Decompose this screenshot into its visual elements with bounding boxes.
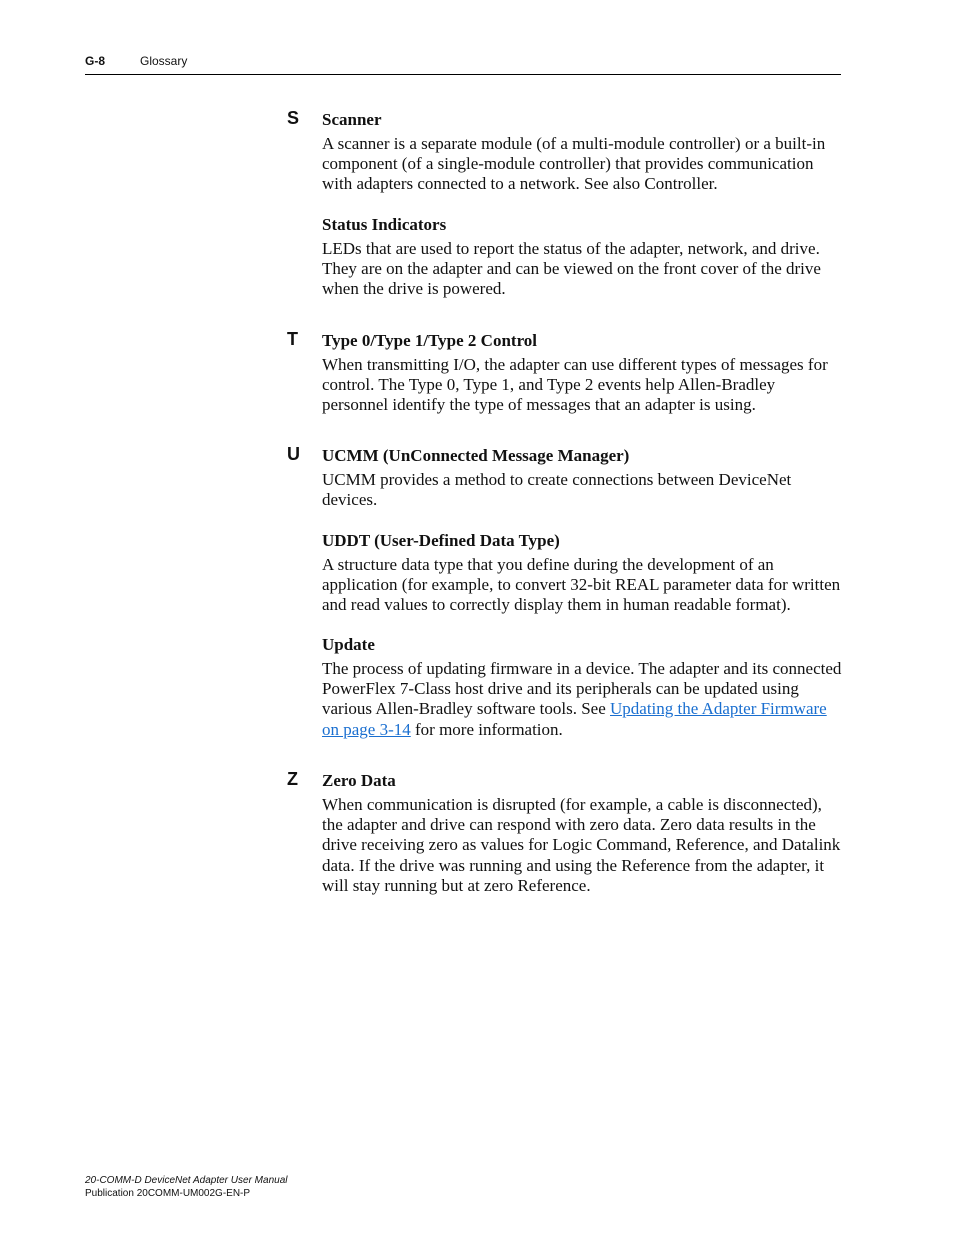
updating-adapter-firmware-link[interactable]: Updating the Adapter Firmware on page 3-14 — [322, 699, 827, 739]
definition-zero-data: When communication is disrupted (for example, a cable is disconnected), the adapter and drive can respond with zero data. Zero data results in the drive receiving zero as values for Logic Command, Reference, and Datalink data. If the drive was running and using the Reference from the adapter, it will stay running but at zero Reference. — [322, 795, 841, 895]
section-letter-t: T — [287, 329, 298, 349]
glossary-entry-scanner — [322, 110, 842, 195]
term-update: Update — [322, 635, 375, 654]
term-scanner: Scanner — [322, 110, 382, 129]
glossary-entry-update — [322, 635, 842, 740]
section-title: Glossary — [140, 54, 188, 68]
footer-manual-title: 20-COMM-D DeviceNet Adapter User Manual — [85, 1175, 288, 1186]
term-uddt: UDDT (User-Defined Data Type) — [322, 531, 560, 550]
section-letter-z: Z — [287, 769, 298, 789]
definition-ucmm: UCMM provides a method to create connections between DeviceNet devices. — [322, 470, 792, 510]
term-status-indicators: Status Indicators — [322, 215, 447, 234]
footer-publication: Publication 20COMM-UM002G-EN-P — [85, 1188, 251, 1199]
glossary-entry-zero-data — [322, 771, 842, 896]
term-type-control: Type 0/Type 1/Type 2 Control — [322, 331, 538, 350]
definition-uddt: A structure data type that you define during the development of an application (for example, to convert 32-bit REAL parameter data for written and read values to correctly display them in human readable format). — [322, 555, 841, 615]
definition-update-text-after: for more information. — [410, 719, 563, 739]
glossary-entry-status-indicators — [322, 215, 842, 300]
definition-scanner: A scanner is a separate module (of a multi-module controller) or a built-in component (of a single-module controller) that provides communication with adapters connected to a network. See also Controller. — [322, 134, 826, 194]
glossary-entry-uddt — [322, 531, 842, 616]
definition-update — [322, 659, 842, 740]
glossary-entry-ucmm — [322, 446, 842, 510]
glossary-entry-type-control — [322, 331, 842, 416]
page-number: G-8 — [85, 54, 106, 68]
term-ucmm: UCMM (UnConnected Message Manager) — [322, 446, 630, 465]
term-zero-data: Zero Data — [322, 771, 396, 790]
definition-status-indicators: LEDs that are used to report the status of the adapter, network, and drive. They are on the adapter and can be viewed on the front cover of the drive when the drive is powered. — [322, 239, 821, 299]
definition-type-control: When transmitting I/O, the adapter can use different types of messages for control. The Type 0, Type 1, and Type 2 events help Allen-Bradley personnel identify the type of messages that an adapter is using. — [322, 355, 828, 415]
section-letter-u: U — [287, 444, 300, 464]
section-letter-s: S — [287, 108, 300, 128]
page-header — [85, 52, 841, 75]
definition-update-text: The process of updating firmware in a device. The adapter and its connected PowerFlex 7-Class host drive and its peripherals can be updated using various Allen-Bradley software tools. See — [322, 659, 842, 719]
page-footer — [85, 1174, 287, 1200]
